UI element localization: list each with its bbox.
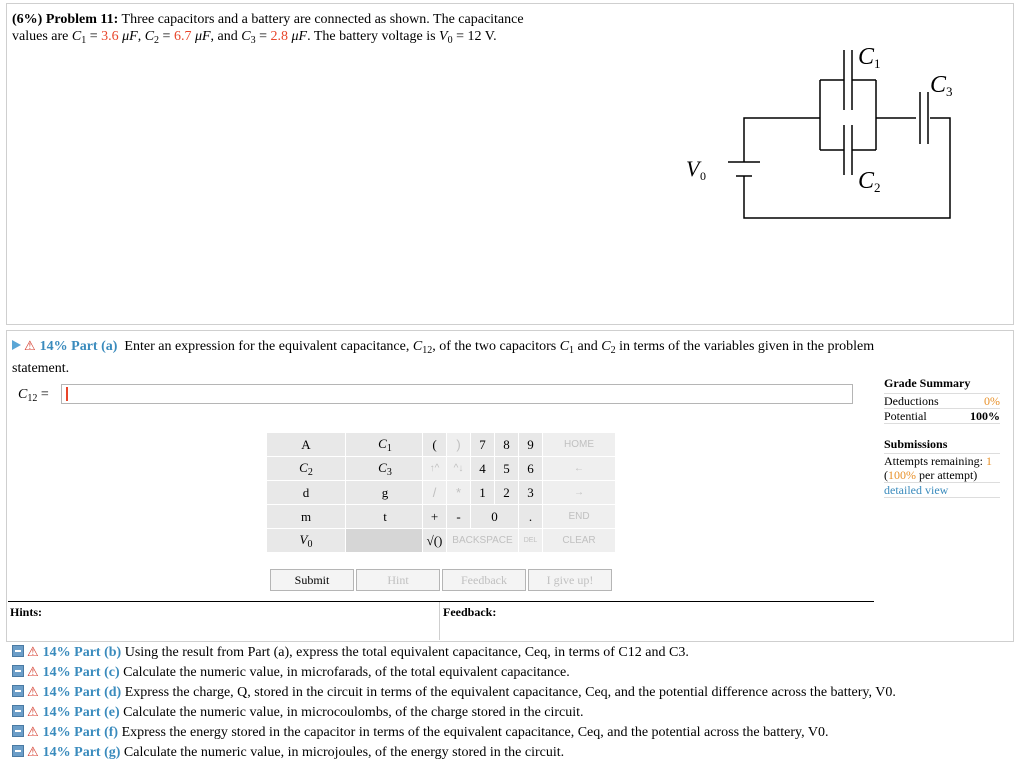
problem-percent: (6%) — [12, 12, 43, 27]
key-var-c2[interactable]: $C_2$ — [267, 457, 346, 481]
hints-divider — [8, 601, 874, 602]
hints-label: Hints: — [10, 605, 43, 619]
part-a-prompt-4: statement. — [12, 361, 70, 376]
part-c-text: Calculate the numeric value, in microfarads, of the total equivalent capacitance. — [123, 665, 570, 680]
c2-value: 6.7 — [173, 29, 192, 44]
part-f-row[interactable] — [12, 722, 896, 742]
warning-icon: ⚠ — [27, 724, 39, 739]
key-9[interactable]: 9 — [519, 433, 543, 457]
warning-icon: ⚠ — [27, 744, 39, 759]
warning-icon: ⚠ — [27, 704, 39, 719]
values-prefix: values are — [12, 29, 72, 44]
key-close-paren[interactable]: ) — [447, 433, 471, 457]
grade-title: Grade Summary — [884, 376, 971, 390]
expand-arrow-icon[interactable] — [12, 340, 21, 350]
part-d-label: 14% Part (d) — [42, 685, 122, 700]
label-c1: C — [858, 44, 875, 70]
feedback-label: Feedback: — [443, 605, 497, 619]
problem-statement: (6%) Problem 11: Three capacitors and a battery are connected as shown. The capacitance values are $C_1 = 3.6$ μF, $C_2 = 6.7$ μF, and $C_3 = 2.8$ μF. The battery voltage is $V_0 = 12$ V. — [12, 12, 524, 46]
battery-value: 12 V — [467, 29, 494, 44]
key-var-empty — [346, 529, 425, 553]
key-2[interactable]: 2 — [495, 481, 519, 505]
give-up-button[interactable]: I give up! — [528, 569, 612, 591]
key-6[interactable]: 6 — [519, 457, 543, 481]
answer-label: $C_{12}$ = — [18, 387, 49, 404]
label-c2: C — [858, 168, 875, 194]
collapse-icon[interactable] — [12, 705, 24, 717]
key-del[interactable]: DEL — [519, 529, 543, 553]
key-4[interactable]: 4 — [471, 457, 495, 481]
key-clear[interactable]: CLEAR — [543, 529, 616, 553]
key-left-arrow[interactable]: ← — [543, 457, 616, 481]
part-a-prompt-3: in terms of the variables given in the problem — [619, 339, 875, 354]
part-c-label: 14% Part (c) — [42, 665, 120, 680]
number-keypad — [422, 432, 616, 553]
key-var-d[interactable]: d — [267, 481, 346, 505]
collapse-icon[interactable] — [12, 725, 24, 737]
answer-input[interactable] — [61, 384, 853, 404]
attempts-value: 1 — [985, 454, 992, 468]
label-v0-sub: 0 — [700, 169, 706, 183]
label-c3-sub: 3 — [946, 84, 953, 99]
part-b-row[interactable] — [12, 642, 896, 662]
attempts-label: Attempts remaining: — [884, 454, 983, 468]
problem-title: Problem 11: — [45, 12, 119, 27]
warning-icon: ⚠ — [27, 644, 39, 659]
battery-text: The battery voltage is — [313, 29, 436, 44]
unit-c2: μF — [194, 29, 211, 44]
circuit-diagram — [680, 40, 980, 225]
submissions-title: Submissions — [884, 437, 948, 451]
part-d-row[interactable] — [12, 682, 896, 702]
warning-icon: ⚠ — [27, 664, 39, 679]
part-c-row[interactable] — [12, 662, 896, 682]
label-c2-sub: 2 — [874, 180, 881, 195]
grade-summary — [884, 376, 1000, 424]
part-g-row[interactable] — [12, 742, 896, 762]
key-plus[interactable]: + — [423, 505, 447, 529]
key-1[interactable]: 1 — [471, 481, 495, 505]
key-var-a[interactable]: A — [267, 433, 346, 457]
label-c1-sub: 1 — [874, 56, 881, 71]
part-a-prompt-1: Enter an expression for the equivalent capacitance, — [124, 339, 410, 354]
unit-c1: μF — [122, 29, 138, 44]
hint-button[interactable]: Hint — [356, 569, 440, 591]
key-3[interactable]: 3 — [519, 481, 543, 505]
problem-intro: Three capacitors and a battery are connected as shown. The capacitance — [121, 12, 524, 27]
key-power-down[interactable]: ^↓ — [447, 457, 471, 481]
collapse-icon[interactable] — [12, 685, 24, 697]
per-attempt-pct: 100% — [888, 468, 916, 482]
feedback-button[interactable]: Feedback — [442, 569, 526, 591]
per-attempt-text: per attempt) — [919, 468, 978, 482]
warning-icon: ⚠ — [24, 338, 36, 353]
key-end[interactable]: END — [543, 505, 616, 529]
part-g-label: 14% Part (g) — [42, 745, 121, 760]
part-d-text: Express the charge, Q, stored in the circuit in terms of the equivalent capacitance, Ceq, and the potential difference across the battery, V0. — [124, 685, 896, 700]
key-var-m[interactable]: m — [267, 505, 346, 529]
part-e-text: Calculate the numeric value, in microcoulombs, of the charge stored in the circuit. — [123, 705, 584, 720]
key-power-up[interactable]: ↑^ — [423, 457, 447, 481]
label-c3: C — [930, 72, 947, 98]
key-var-g[interactable]: g — [346, 481, 425, 505]
key-7[interactable]: 7 — [471, 433, 495, 457]
deductions-label: Deductions — [884, 394, 939, 408]
key-var-c3[interactable]: $C_3$ — [346, 457, 425, 481]
key-var-v0[interactable]: $V_0$ — [267, 529, 346, 553]
submit-button[interactable]: Submit — [270, 569, 354, 591]
parts-list — [12, 642, 896, 762]
label-v0: V — [686, 156, 700, 181]
potential-label: Potential — [884, 409, 927, 423]
key-5[interactable]: 5 — [495, 457, 519, 481]
text-caret — [66, 387, 68, 401]
key-var-t[interactable]: t — [346, 505, 425, 529]
part-e-label: 14% Part (e) — [42, 705, 120, 720]
potential-value: 100% — [970, 409, 1000, 423]
key-backspace[interactable]: BACKSPACE — [447, 529, 519, 553]
key-sqrt[interactable]: √() — [423, 529, 447, 553]
c1-value: 3.6 — [101, 29, 119, 44]
variables-keypad — [266, 432, 425, 553]
unit-c3: μF — [291, 29, 308, 44]
key-multiply[interactable]: * — [447, 481, 471, 505]
key-8[interactable]: 8 — [495, 433, 519, 457]
part-a-prompt-2: , of the two capacitors — [432, 339, 557, 354]
key-divide[interactable]: / — [423, 481, 447, 505]
part-e-row[interactable] — [12, 702, 896, 722]
submissions-summary: Submissions Attempts remaining: 1 (100% per attempt) detailed view — [884, 437, 1000, 498]
deductions-value: 0% — [984, 394, 1000, 408]
key-right-arrow[interactable]: → — [543, 481, 616, 505]
part-f-label: 14% Part (f) — [42, 725, 119, 740]
part-a-header: ⚠ 14% Part (a) Enter an expression for the equivalent capacitance, $C_{12}$, of the two capacitors $C_1$ and $C_2$ in terms of the variables given in the problem statement. — [12, 338, 875, 376]
collapse-icon[interactable] — [12, 665, 24, 677]
key-var-c1[interactable]: $C_1$ — [346, 433, 425, 457]
collapse-icon[interactable] — [12, 645, 24, 657]
key-open-paren[interactable]: ( — [423, 433, 447, 457]
key-0[interactable]: 0 — [471, 505, 519, 529]
key-decimal[interactable]: . — [519, 505, 543, 529]
part-g-text: Calculate the numeric value, in microjoules, of the energy stored in the circuit. — [123, 745, 565, 760]
part-f-text: Express the energy stored in the capacitor in terms of the equivalent capacitance, Ceq, and the potential across the battery, V0. — [121, 725, 829, 740]
part-b-label: 14% Part (b) — [42, 645, 122, 660]
part-b-text: Using the result from Part (a), express the total equivalent capacitance, Ceq, in terms of C12 and C3. — [124, 645, 689, 660]
collapse-icon[interactable] — [12, 745, 24, 757]
part-a-label: 14% Part (a) — [39, 339, 118, 354]
key-home[interactable]: HOME — [543, 433, 616, 457]
warning-icon: ⚠ — [27, 684, 39, 699]
key-minus[interactable]: - — [447, 505, 471, 529]
hints-feedback-separator — [439, 602, 440, 640]
c3-value: 2.8 — [270, 29, 289, 44]
detailed-view-link[interactable]: detailed view — [884, 483, 949, 497]
